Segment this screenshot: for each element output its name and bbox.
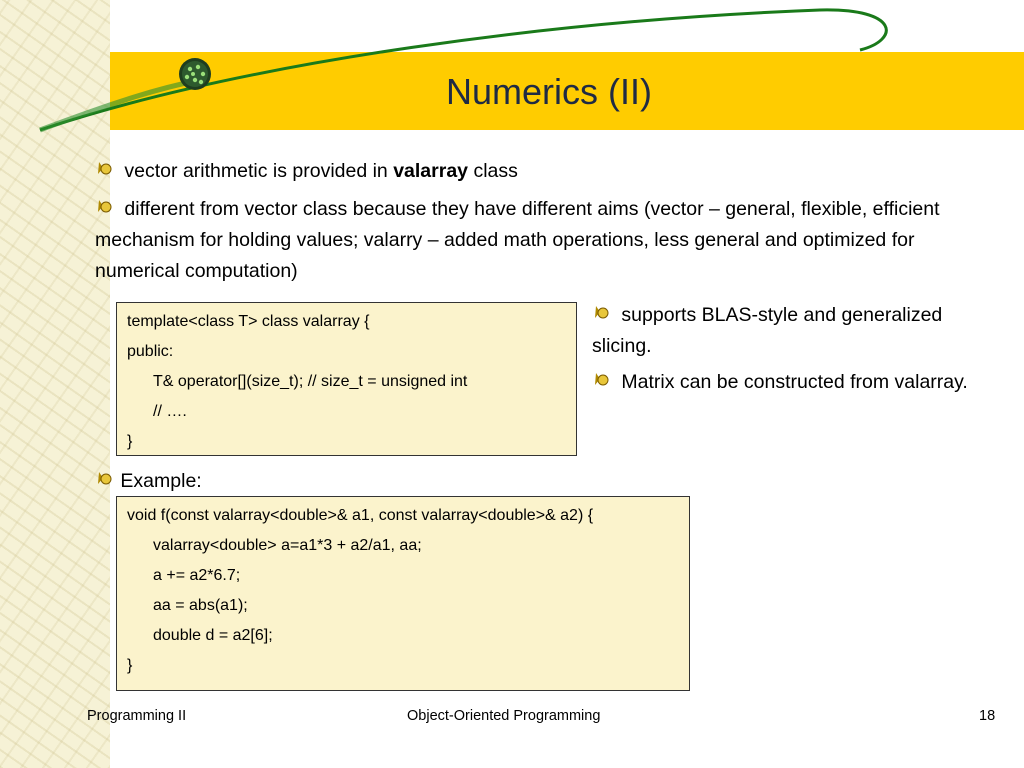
bullet-text-after: class [468, 160, 518, 182]
bullet-icon [592, 367, 610, 398]
code-line: } [127, 433, 133, 450]
page-number: 18 [979, 708, 996, 724]
bullet-matrix [592, 367, 992, 398]
code-line: void f(const valarray<double>& a1, const valarray<double>& a2) { [127, 507, 594, 524]
code-line: template<class T> class valarray { [127, 313, 370, 330]
bullet-text: supports BLAS-style and generalized slicing. [592, 304, 943, 358]
bullet-different-aims [95, 194, 965, 287]
bullet-text: Matrix can be constructed from valarray. [621, 371, 968, 393]
code-line: } [127, 657, 133, 674]
footer-course: Programming II [87, 708, 187, 724]
example-label [95, 466, 202, 497]
code-line: a += a2*6.7; [153, 567, 241, 584]
bullet-icon [592, 300, 610, 331]
bullet-icon [95, 156, 113, 187]
code-line: aa = abs(a1); [153, 597, 248, 614]
bullet-text-before: vector arithmetic is provided in [124, 160, 394, 182]
bullet-valarray [95, 156, 975, 187]
example-text: Example: [120, 470, 202, 492]
code-line: public: [127, 343, 174, 360]
bullet-icon [95, 466, 113, 497]
code-block-example [116, 496, 690, 691]
code-line: valarray<double> a=a1*3 + a2/a1, aa; [153, 537, 422, 554]
bullet-bold: valarray [393, 160, 469, 182]
bullet-blas [592, 300, 992, 362]
code-line: double d = a2[6]; [153, 627, 273, 644]
footer-topic: Object-Oriented Programming [407, 708, 601, 724]
code-line: T& operator[](size_t); // size_t = unsigned int [153, 373, 468, 390]
code-line: // …. [153, 403, 187, 420]
code-block-valarray [116, 302, 577, 456]
slide-title: Numerics (II) [446, 71, 652, 112]
bullet-icon [95, 194, 113, 225]
bullet-text: different from vector class because they have different aims (vector – general, flexible, efficient mechanism for holding values; valarry – added math operations, less general and optimized for numerical computation) [95, 198, 940, 283]
globe-icon [179, 58, 211, 90]
